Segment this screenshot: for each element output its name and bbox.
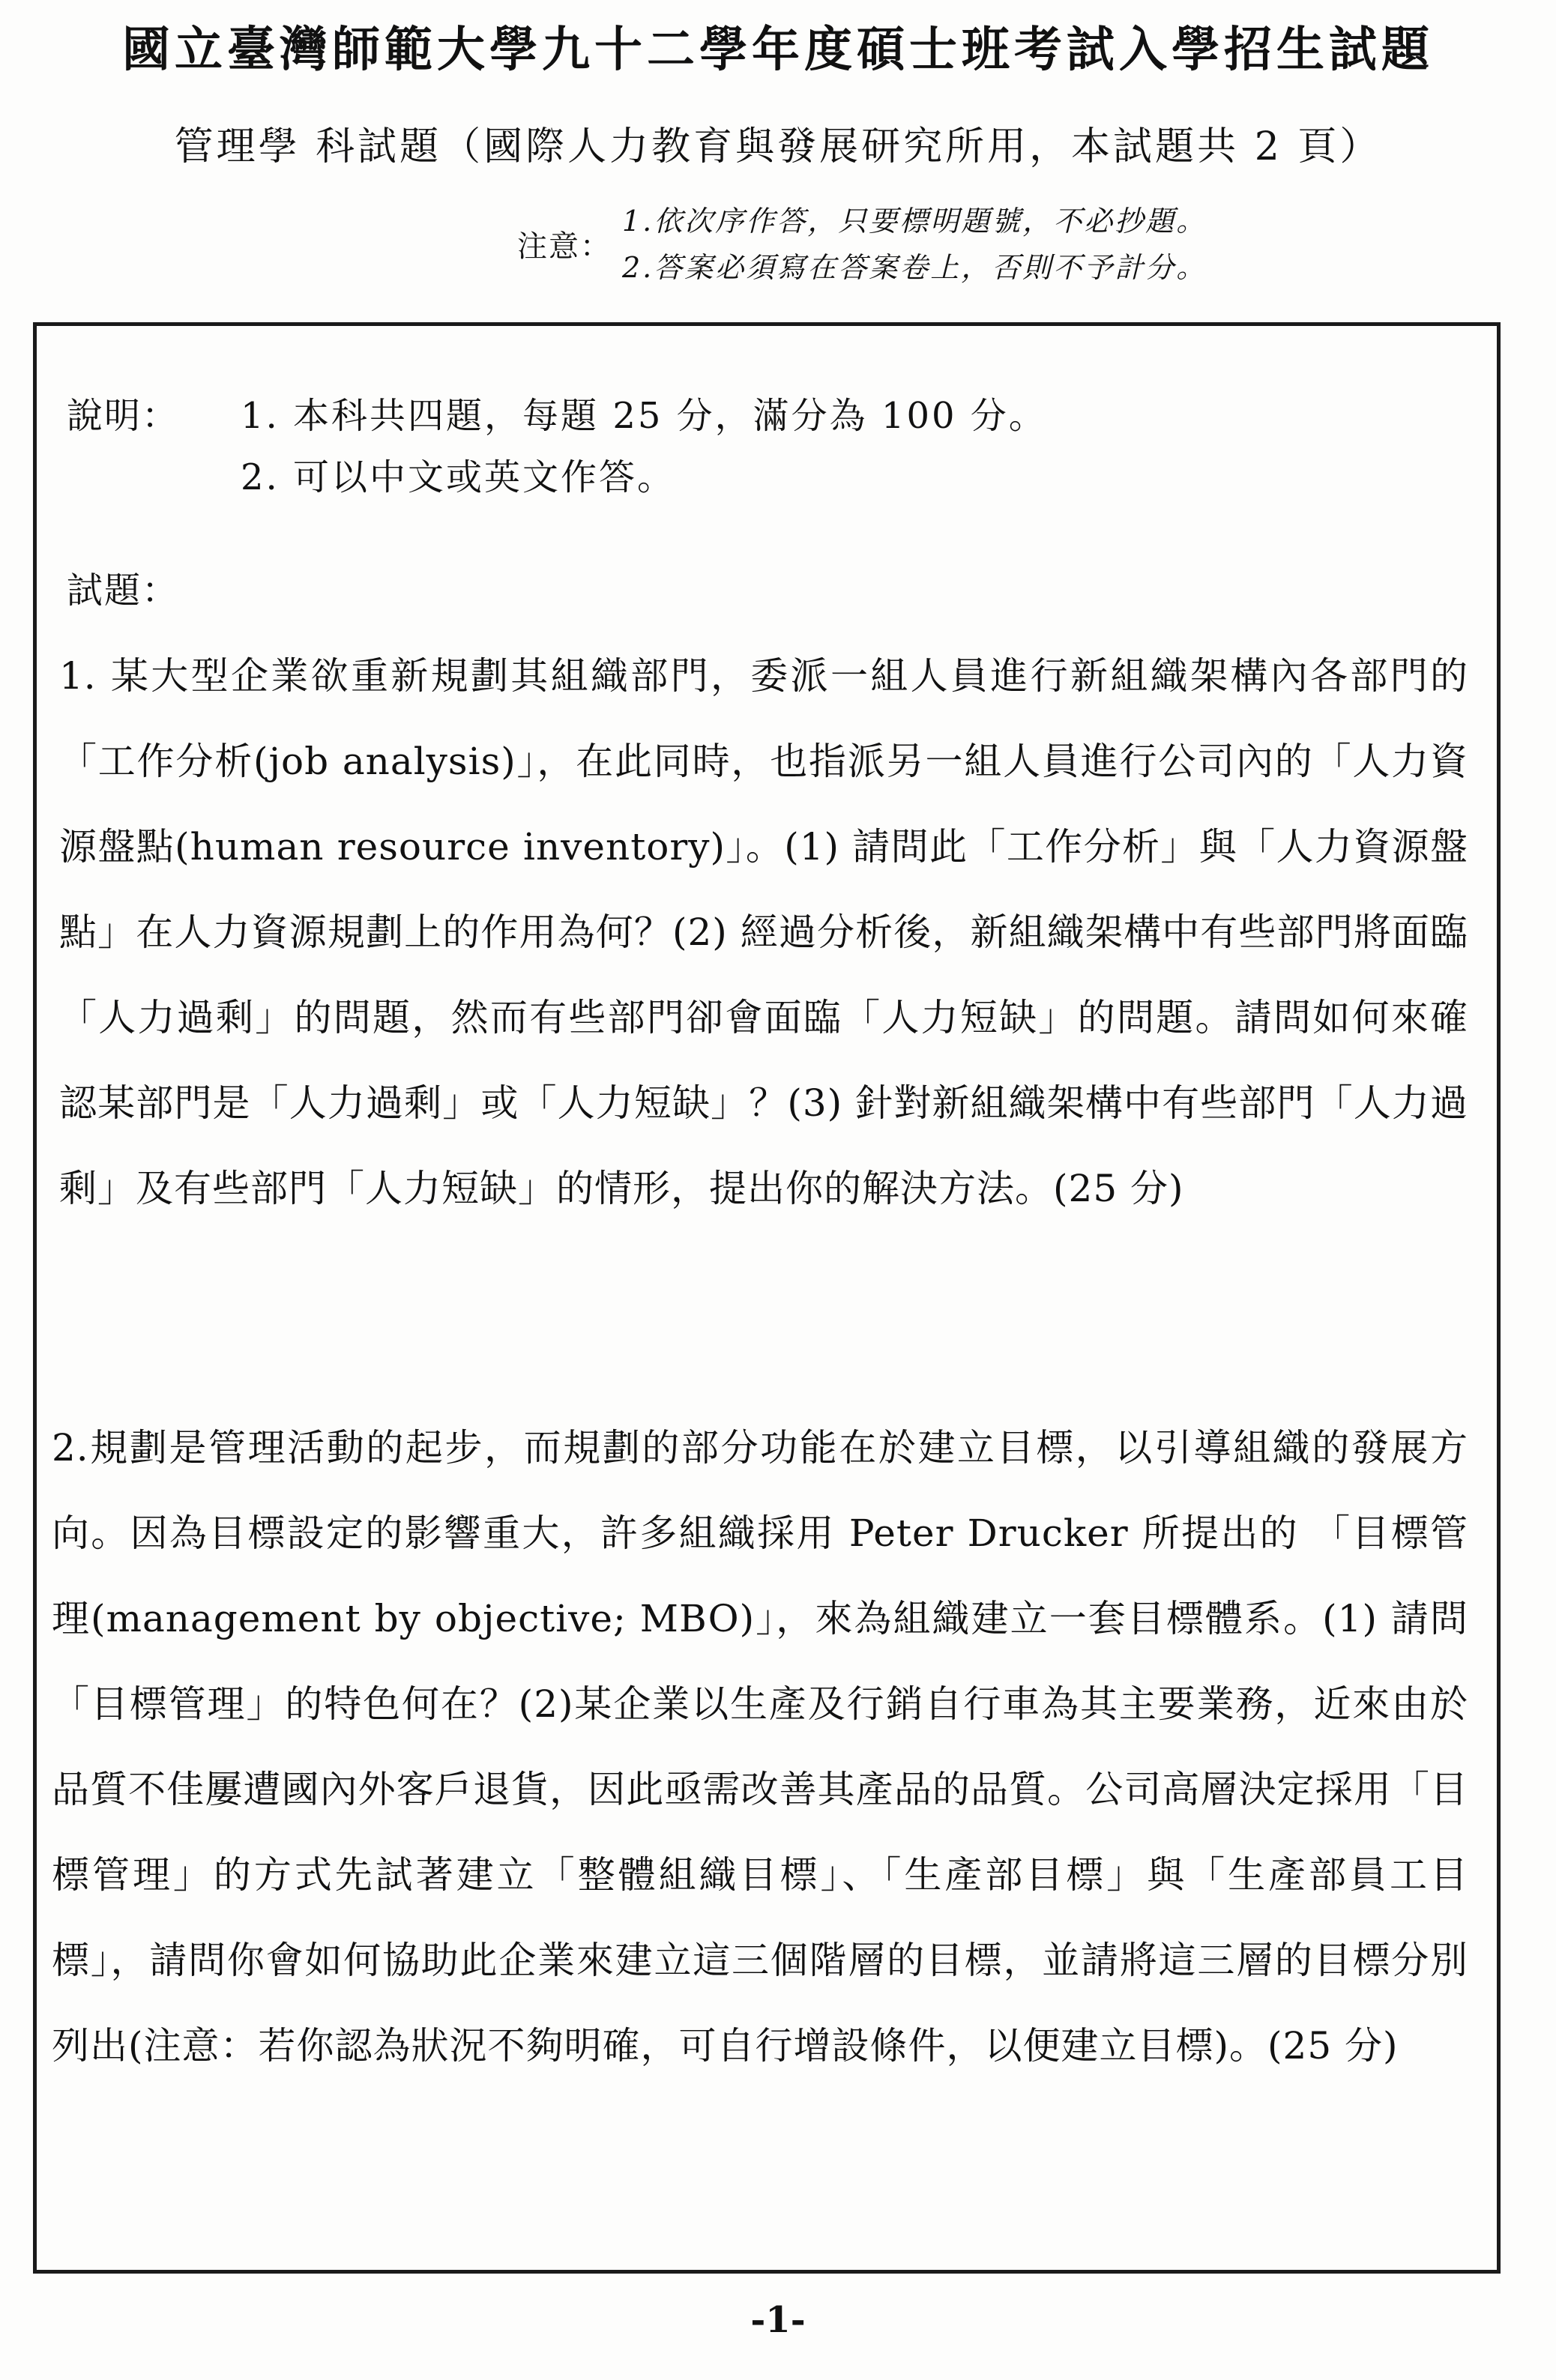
question-1-number: 1.: [59, 654, 97, 698]
instruction-item-1: 1. 本科共四題，每題 25 分，滿分為 100 分。: [241, 395, 1047, 437]
notice-label: 注意：: [517, 229, 612, 264]
question-frame: [33, 322, 1501, 2274]
exam-title: 國立臺灣師範大學九十二學年度碩士班考試入學招生試題: [122, 22, 1434, 78]
subject-line: 管理學 科試題（國際人力教育與發展研究所用，本試題共 2 頁）: [174, 124, 1382, 169]
page-number: -1-: [750, 2299, 806, 2341]
question-1: [59, 633, 1468, 1231]
section-heading: 試題：: [67, 570, 180, 611]
question-2: [52, 1405, 1468, 2088]
instruction-item-2: 2. 可以中文或英文作答。: [241, 456, 676, 498]
question-1-text: 某大型企業欲重新規劃其組織部門，委派一組人員進行新組織架構內各部門的「工作分析(job analysis)」，在此同時，也指派另一組人員進行公司內的「人力資源盤點(human resource inventory)」。(1) 請問此「工作分析」與「人力資源盤點」在人力資源規劃上的作用為何？(2) 經過分析後，新組織架構中有些部門將面臨「人力過剩」的問題，然而有些部門卻會面臨「人力短缺」的問題。請問如何來確認某部門是「人力過剩」或「人力短缺」？(3) 針對新組織架構中有些部門「人力過剩」及有些部門「人力短缺」的情形，提出你的解決方法。(25 分): [59, 654, 1468, 1210]
notice-block: [517, 199, 1342, 296]
notice-item-1: 1.依次序作答，只要標明題號，不必抄題。: [622, 205, 1207, 238]
question-2-text: 規劃是管理活動的起步，而規劃的部分功能在於建立目標，以引導組織的發展方向。因為目標設定的影響重大，許多組織採用 Peter Drucker 所提出的 「目標管理(management by objective; MBO)」，來為組織建立一套目標體系。(1) 請問「目標管理」的特色何在？(2)某企業以生產及行銷自行車為其主要業務，近來由於品質不佳屢遭國內外客戶退貨，因此亟需改善其產品的品質。公司高層決定採用「目標管理」的方式先試著建立「整體組織目標」、「生產部目標」與「生產部員工目標」，請問你會如何協助此企業來建立這三個階層的目標，並請將這三層的目標分別列出(注意：若你認為狀況不夠明確，可自行增設條件，以便建立目標)。(25 分): [52, 1426, 1468, 2068]
notice-item-2: 2.答案必須寫在答案卷上，否則不予計分。: [622, 251, 1207, 284]
question-2-number: 2.: [52, 1426, 89, 1470]
instructions-label: 說明：: [67, 395, 180, 437]
